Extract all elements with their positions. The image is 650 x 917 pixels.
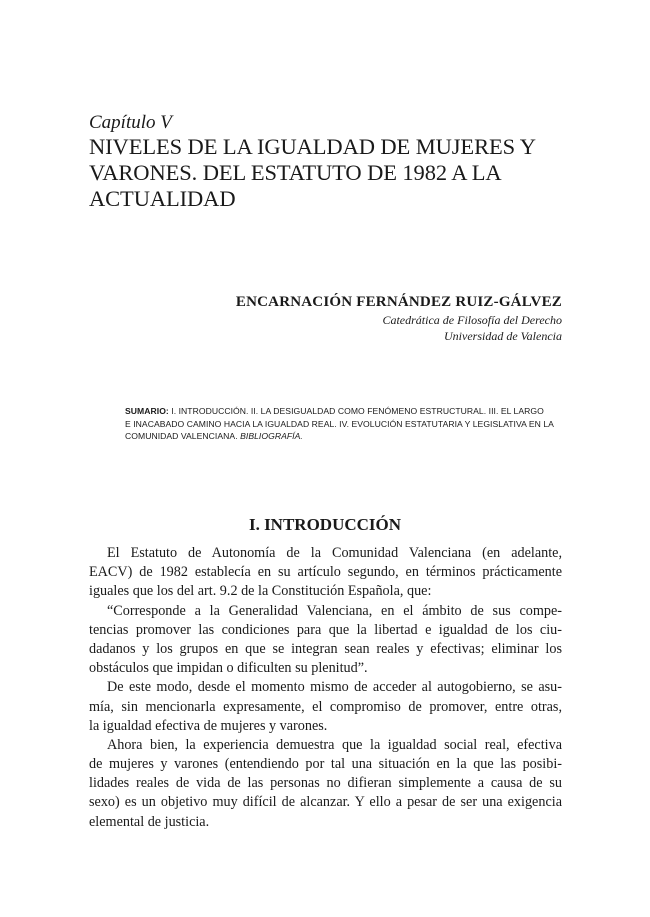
summary-line bbox=[125, 430, 565, 443]
paragraph-line: elemental de justicia. bbox=[89, 813, 210, 830]
quote-line: “Corresponde a la Generalidad Valenciana, en el ámbito de sus compe- bbox=[107, 602, 562, 619]
quote-line: obstáculos que impidan o dificulten su plenitud”. bbox=[89, 660, 368, 677]
chapter-label: Capítulo V bbox=[89, 112, 172, 133]
paragraph-line: El Estatuto de Autonomía de la Comunidad Valenciana (en adelante, bbox=[107, 545, 562, 561]
paragraph-line: iguales que los del art. 9.2 de la Constitución Española, que: bbox=[89, 583, 432, 600]
summary-line: E INACABADO CAMINO HACIA LA IGUALDAD REAL. IV. EVOLUCIÓN ESTATUTARIA Y LEGISLATIVA EN LA bbox=[125, 418, 554, 429]
author-role: Catedrática de Filosofía del Derecho bbox=[382, 313, 562, 327]
paragraph-line: de mujeres y varones (entendiendo por tal una situación en la que las posibi- bbox=[89, 756, 562, 773]
paragraph-line: sexo) es un objetivo muy difícil de alcanzar. Y ello a pesar de ser una exigencia bbox=[89, 794, 562, 811]
chapter-title-line: ACTUALIDAD bbox=[89, 186, 236, 211]
summary-line bbox=[125, 405, 565, 418]
summary-text: I. INTRODUCCIÓN. II. LA DESIGUALDAD COMO FENÓMENO ESTRUCTURAL. III. EL LARGO bbox=[171, 406, 544, 416]
author-block bbox=[236, 292, 562, 344]
quote-line: dadanos y los grupos en que se integran sean reales y efectivas; eliminar los bbox=[89, 640, 562, 657]
chapter-title-line: VARONES. DEL ESTATUTO DE 1982 A LA bbox=[89, 160, 502, 185]
author-affiliation: Universidad de Valencia bbox=[444, 329, 562, 343]
paragraph-line: Ahora bien, la experiencia demuestra que la igualdad social real, efectiva bbox=[107, 736, 562, 753]
author-name: ENCARNACIÓN FERNÁNDEZ RUIZ-GÁLVEZ bbox=[235, 294, 562, 310]
summary-label: SUMARIO: bbox=[125, 406, 169, 416]
body-text bbox=[89, 544, 562, 832]
section-heading: I. INTRODUCCIÓN bbox=[248, 515, 402, 534]
chapter-summary bbox=[125, 405, 565, 443]
summary-text: COMUNIDAD VALENCIANA. bbox=[125, 431, 238, 441]
paragraph-line: mía, sin mencionarla expresamente, el compromiso de promover, entre otras, bbox=[89, 698, 562, 715]
paragraph-line: De este modo, desde el momento mismo de acceder al autogobierno, se asu- bbox=[107, 679, 562, 696]
paragraph-line: lidades reales de vida de las personas no difieran simplemente a causa de su bbox=[89, 775, 562, 792]
chapter-title-line: NIVELES DE LA IGUALDAD DE MUJERES Y bbox=[89, 134, 536, 159]
chapter-title bbox=[89, 134, 569, 212]
paragraph-line: EACV) de 1982 establecía en su artículo segundo, en términos prácticamente bbox=[89, 564, 562, 581]
quote-line: tencias promover las condiciones para que la libertad e igualdad de los ciu- bbox=[89, 621, 562, 638]
paragraph-line: la igualdad efectiva de mujeres y varones. bbox=[89, 717, 328, 734]
summary-bibliography: BIBLIOGRAFÍA. bbox=[240, 431, 303, 441]
